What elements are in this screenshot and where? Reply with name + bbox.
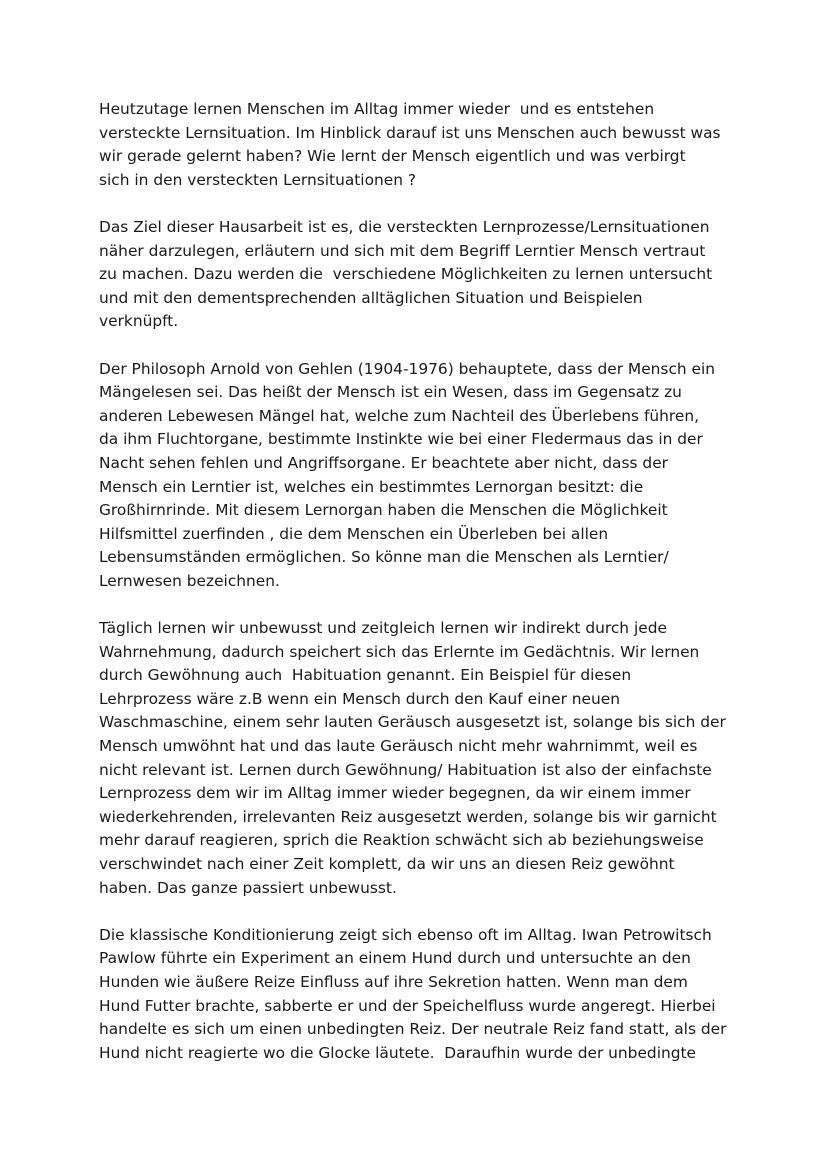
text-line: Mensch umwöhnt hat und das laute Geräusch nicht mehr wahrnimmt, weil es [99,737,698,756]
text-line: durch Gewöhnung auch Habituation genannt. Ein Beispiel für diesen [99,666,632,685]
text-line: sich in den versteckten Lernsituationen ? [99,170,417,189]
text-line: Der Philosoph Arnold von Gehlen (1904-1976) behauptete, dass der Mensch ein [99,359,716,378]
paragraph-goal [99,216,739,334]
text-line: Wahrnehmung, dadurch speichert sich das Erlernte im Gedächtnis. Wir lernen [99,642,700,661]
text-line: Hilfsmittel zuerfinden , die dem Menschen ein Überleben bei allen [99,524,609,543]
text-line: Lernwesen bezeichnen. [99,571,280,590]
text-line: Täglich lernen wir unbewusst und zeitgleich lernen wir indirekt durch jede [99,619,667,638]
body-text [99,98,739,1089]
text-line: anderen Lebewesen Mängel hat, welche zum Nachteil des Überlebens führen, [99,406,700,425]
text-line: und mit den dementsprechenden alltäglichen Situation und Beispielen [99,288,643,307]
paragraph-intro [99,98,739,192]
text-line: Lebensumständen ermöglichen. So könne man die Menschen als Lerntier/ [99,548,669,567]
text-line: Hunden wie äußere Reize Einfluss auf ihre Sekretion hatten. Wenn man dem [99,972,688,991]
text-line: Mängelesen sei. Das heißt der Mensch ist ein Wesen, dass im Gegensatz zu [99,383,682,402]
text-line: Nacht sehen fehlen und Angriffsorgane. Er beachtete aber nicht, dass der [99,453,668,472]
text-line: mehr darauf reagieren, sprich die Reaktion schwächt sich ab beziehungsweise [99,831,704,850]
text-line: Das Ziel dieser Hausarbeit ist es, die versteckten Lernprozesse/Lernsituationen [99,217,710,236]
text-line: Lernprozess dem wir im Alltag immer wieder begegnen, da wir einem immer [99,784,691,803]
text-line: handelte es sich um einen unbedingten Reiz. Der neutrale Reiz fand statt, als der [99,1020,727,1039]
text-line: Hund nicht reagierte wo die Glocke läutete. Daraufhin wurde der unbedingte [99,1043,696,1062]
text-line: Mensch ein Lerntier ist, welches ein bestimmtes Lernorgan besitzt: die [99,477,644,496]
text-line: Pawlow führte ein Experiment an einem Hund durch und untersuchte an den [99,949,691,968]
text-line: verknüpft. [99,312,179,331]
text-line: haben. Das ganze passiert unbewusst. [99,878,397,897]
text-line: Heutzutage lernen Menschen im Alltag immer wieder und es entstehen [99,100,655,118]
paragraph-gehlen [99,358,739,594]
text-line: näher darzulegen, erläutern und sich mit dem Begriff Lerntier Mensch vertraut [99,241,706,260]
paragraph-conditioning [99,924,739,1066]
text-line: Großhirnrinde. Mit diesem Lernorgan haben die Menschen die Möglichkeit [99,501,668,520]
text-line: zu machen. Dazu werden die verschiedene Möglichkeiten zu lernen untersucht [99,265,713,284]
paragraph-habituation [99,617,739,900]
text-line: nicht relevant ist. Lernen durch Gewöhnung/ Habituation ist also der einfachste [99,760,712,779]
text-line: Hund Futter brachte, sabberte er und der Speichelfluss wurde angeregt. Hierbei [99,996,716,1015]
text-line: verschwindet nach einer Zeit komplett, da wir uns an diesen Reiz gewöhnt [99,855,675,873]
text-line: Waschmaschine, einem sehr lauten Geräusch ausgesetzt ist, solange bis sich der [99,713,726,732]
text-line: wiederkehrenden, irrelevanten Reiz ausgesetzt werden, solange bis wir garnicht [99,807,717,826]
text-line: Die klassische Konditionierung zeigt sich ebenso oft im Alltag. Iwan Petrowitsch [99,925,712,944]
text-line: wir gerade gelernt haben? Wie lernt der Mensch eigentlich und was verbirgt [99,147,686,166]
text-line: versteckte Lernsituation. Im Hinblick darauf ist uns Menschen auch bewusst was [99,123,721,142]
text-line: Lehrprozess wäre z.B wenn ein Mensch durch den Kauf einer neuen [99,689,620,708]
text-line: da ihm Fluchtorgane, bestimmte Instinkte wie bei einer Fledermaus das in der [99,430,703,449]
